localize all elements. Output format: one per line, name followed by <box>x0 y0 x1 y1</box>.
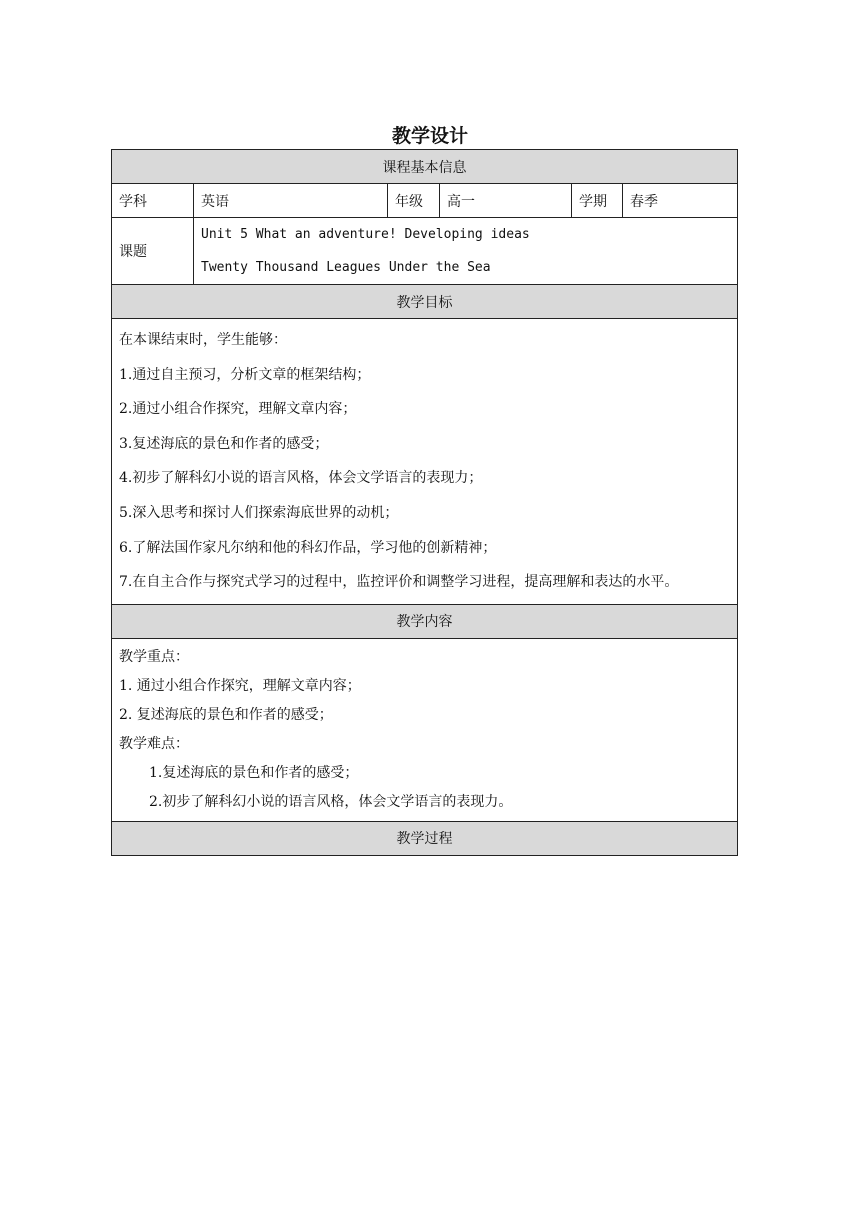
section-header-objectives: 教学目标 <box>112 285 738 319</box>
objective-item: 4.初步了解科幻小说的语言风格，体会文学语言的表现力； <box>119 470 483 487</box>
objectives-cell <box>112 319 738 605</box>
objective-item: 3.复述海底的景色和作者的感受； <box>119 435 329 452</box>
subject-value: 英语 <box>194 184 388 218</box>
section-header-process: 教学过程 <box>112 821 738 855</box>
objectives-intro: 在本课结束时，学生能够： <box>119 332 287 348</box>
key-point-item: 1. 通过小组合作探究，理解文章内容； <box>119 677 361 694</box>
objective-item: 7.在自主合作与探究式学习的过程中，监控评价和调整学习进程，提高理解和表达的水平。 <box>119 574 679 591</box>
term-value: 春季 <box>623 184 738 218</box>
grade-label: 年级 <box>388 184 440 218</box>
grade-value: 高一 <box>440 184 572 218</box>
objective-item: 5.深入思考和探讨人们探索海底世界的动机； <box>119 504 399 521</box>
difficult-point-item: 1.复述海底的景色和作者的感受； <box>149 764 359 781</box>
topic-label: 课题 <box>112 218 194 285</box>
section-header-basic-info: 课程基本信息 <box>112 150 738 184</box>
topic-value <box>194 218 738 285</box>
lesson-plan-table <box>111 149 738 856</box>
content-cell <box>112 638 738 821</box>
document-title: 教学设计 <box>391 125 468 147</box>
difficult-points-label: 教学难点： <box>119 735 189 752</box>
key-point-item: 2. 复述海底的景色和作者的感受； <box>119 706 333 723</box>
topic-line-1: Unit 5 What an adventure! Developing ideas <box>201 227 530 242</box>
subject-label: 学科 <box>112 184 194 218</box>
term-label: 学期 <box>572 184 623 218</box>
section-header-content: 教学内容 <box>112 604 738 638</box>
objective-item: 1.通过自主预习，分析文章的框架结构； <box>119 366 371 383</box>
topic-line-2: Twenty Thousand Leagues Under the Sea <box>201 260 491 275</box>
key-points-label: 教学重点： <box>119 648 189 665</box>
objective-item: 6.了解法国作家凡尔纳和他的科幻作品，学习他的创新精神； <box>119 539 497 556</box>
objective-item: 2.通过小组合作探究，理解文章内容； <box>119 401 357 418</box>
difficult-point-item: 2.初步了解科幻小说的语言风格，体会文学语言的表现力。 <box>149 793 513 810</box>
